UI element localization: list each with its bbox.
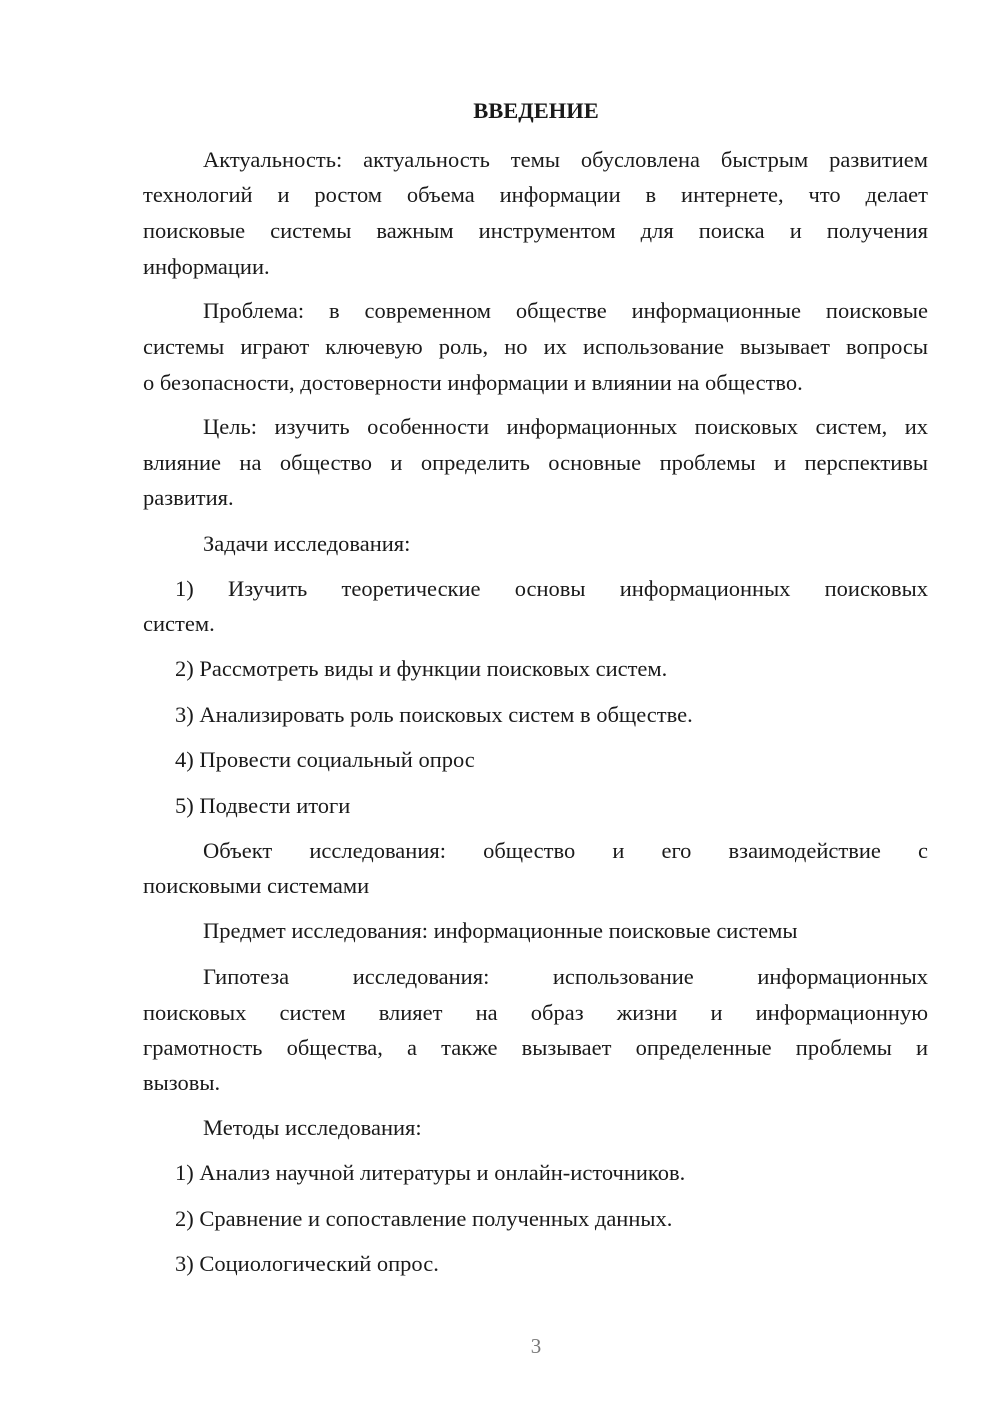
text-line-hypothesis: Гипотеза исследования: использование информационных (203, 964, 928, 989)
tasks-heading: Задачи исследования: (203, 531, 411, 556)
task-item-3: 3) Анализировать роль поисковых систем в обществе. (175, 702, 693, 727)
text-line: вызовы. (143, 1070, 221, 1095)
text-line: развития. (143, 485, 234, 510)
text-line: системы играют ключевую роль, но их использование вызывает вопросы (143, 334, 928, 359)
text-line: поисковых систем влияет на образ жизни и информационную (143, 1000, 928, 1025)
method-item-3: 3) Социологический опрос. (175, 1251, 439, 1276)
text-line: поисковыми системами (143, 873, 370, 898)
method-item-2: 2) Сравнение и сопоставление полученных данных. (175, 1206, 673, 1231)
text-line: о безопасности, достоверности информации и влиянии на общество. (143, 370, 803, 395)
methods-heading: Методы исследования: (203, 1115, 422, 1140)
page-number: 3 (530, 1334, 542, 1358)
text-line: технологий и ростом объема информации в интернете, что делает (143, 182, 928, 207)
text-line-problem: Проблема: в современном обществе информационные поисковые (203, 298, 928, 323)
method-item-1: 1) Анализ научной литературы и онлайн-источников. (175, 1160, 686, 1185)
text-line: влияние на общество и определить основные проблемы и перспективы (143, 450, 928, 475)
task-item-5: 5) Подвести итоги (175, 793, 351, 818)
text-line-subject: Предмет исследования: информационные поисковые системы (203, 918, 798, 943)
task-item-4: 4) Провести социальный опрос (175, 747, 475, 772)
text-line: информации. (143, 254, 270, 279)
page-title: ВВЕДЕНИЕ (473, 98, 599, 123)
text-line: грамотность общества, а также вызывает определенные проблемы и (143, 1035, 928, 1060)
task-item-1: 1) Изучить теоретические основы информационных поисковых (175, 576, 928, 601)
task-item-1-cont: систем. (143, 611, 215, 636)
text-line-object: Объект исследования: общество и его взаимодействие с (203, 838, 928, 863)
text-line: поисковые системы важным инструментом для поиска и получения (143, 218, 928, 243)
text-line-goal: Цель: изучить особенности информационных поисковых систем, их (203, 414, 928, 439)
task-item-2: 2) Рассмотреть виды и функции поисковых систем. (175, 656, 668, 681)
text-line-relevance: Актуальность: актуальность темы обусловлена быстрым развитием (203, 147, 928, 172)
